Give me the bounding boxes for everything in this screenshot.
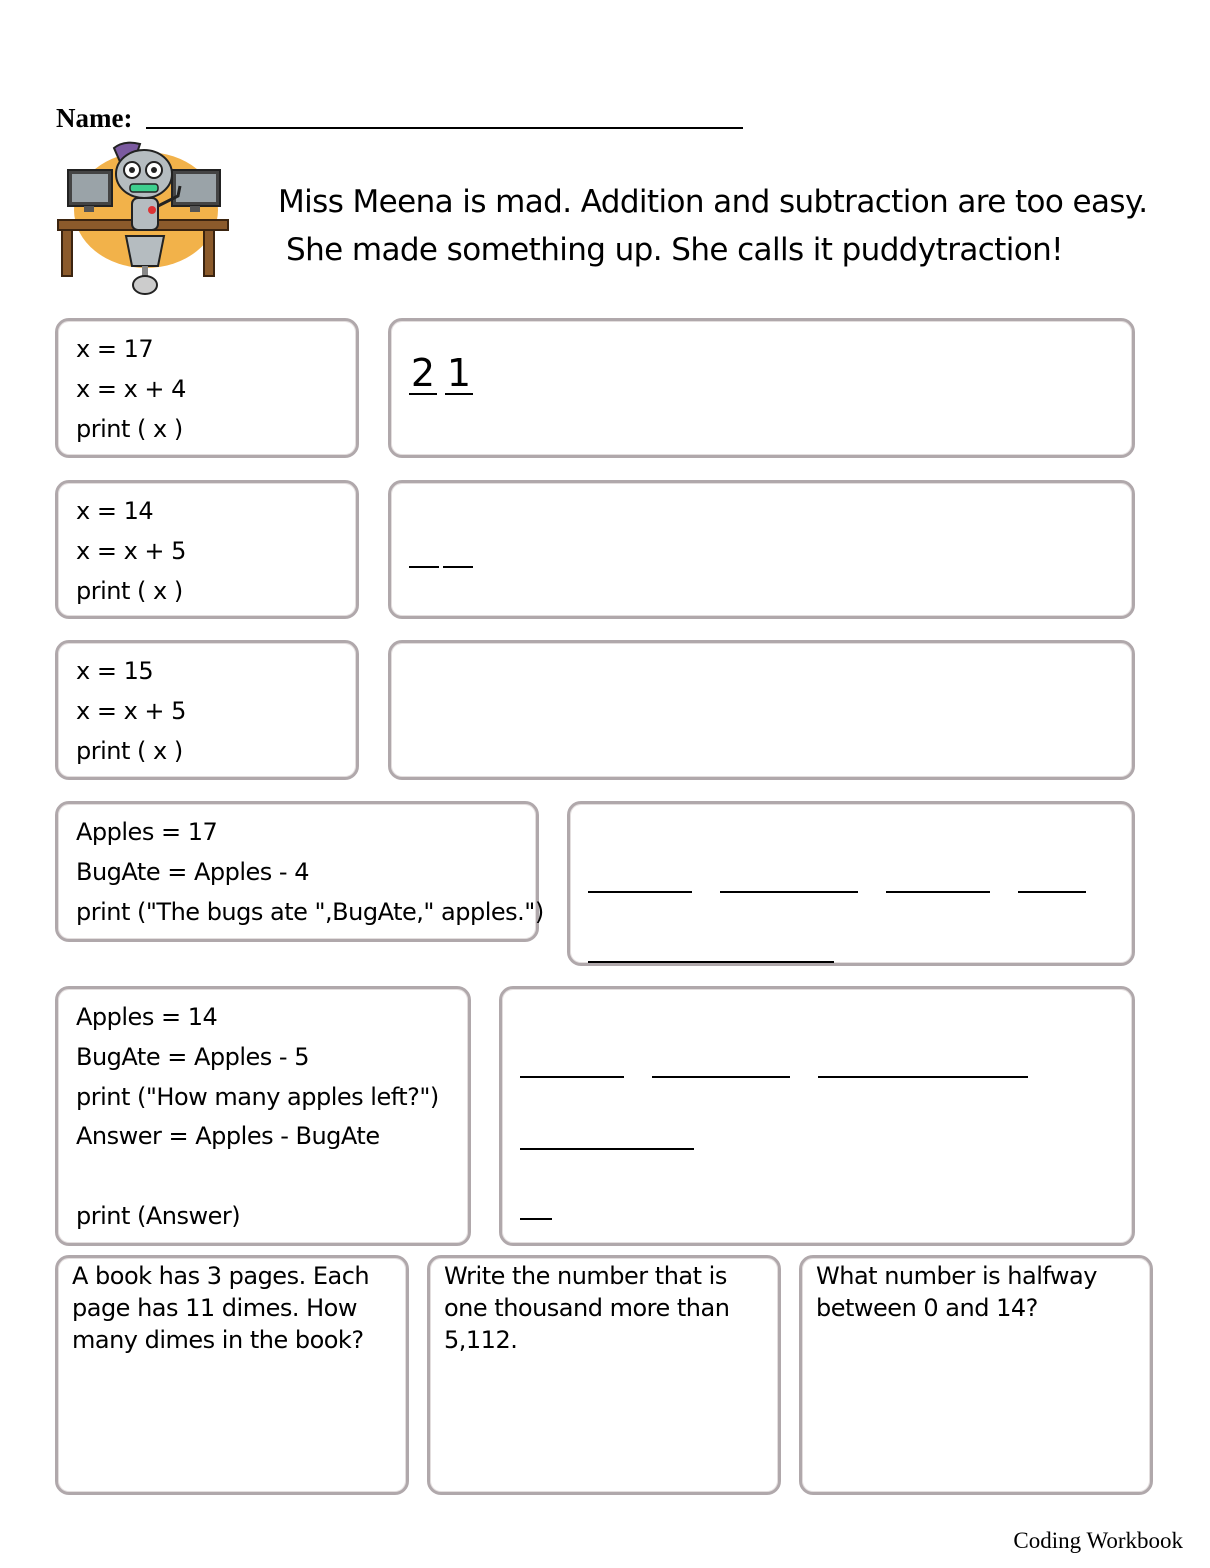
code-line: print ( x ) (76, 737, 183, 765)
question-box-2[interactable] (427, 1255, 781, 1495)
code-line: Apples = 14 (76, 1003, 218, 1031)
answer-box-1[interactable] (388, 318, 1135, 458)
code-line: x = 15 (76, 657, 154, 685)
answer-blanks-row-1[interactable] (588, 874, 1093, 893)
answer-blanks-row-2[interactable] (588, 944, 841, 963)
code-line: print ( x ) (76, 415, 183, 443)
code-box-1 (55, 318, 359, 458)
intro-text (278, 178, 1178, 274)
code-line: BugAte = Apples - 4 (76, 858, 309, 886)
question-text: Write the number that is one thousand more than 5,112. (444, 1262, 730, 1354)
answer-box-4[interactable] (567, 801, 1135, 966)
answer-digit: 1 (446, 351, 472, 395)
code-line: x = x + 5 (76, 537, 186, 565)
question-text: A book has 3 pages. Each page has 11 dimes. How many dimes in the book? (72, 1262, 370, 1354)
name-label: Name: (56, 103, 133, 133)
code-line: print ( x ) (76, 577, 183, 605)
code-line: print ("The bugs ate ",BugAte," apples.") (76, 898, 544, 926)
code-line: Answer = Apples - BugAte (76, 1122, 380, 1150)
code-box-4 (55, 801, 544, 942)
code-line: x = 14 (76, 497, 154, 525)
name-input-line[interactable] (146, 127, 743, 129)
code-line: x = x + 4 (76, 375, 186, 403)
answer-digit: 2 (410, 351, 436, 395)
answer-box-3[interactable] (388, 640, 1135, 780)
code-line: Apples = 17 (76, 818, 218, 846)
answer-box-2[interactable] (388, 480, 1135, 619)
question-box-3[interactable] (799, 1255, 1153, 1495)
code-box-5 (55, 986, 471, 1246)
question-box-1[interactable] (55, 1255, 409, 1495)
intro-line-1: Miss Meena is mad. Addition and subtraction are too easy. (278, 184, 1148, 220)
answer-blanks-row-1[interactable] (520, 1059, 1035, 1078)
question-text: What number is halfway between 0 and 14? (816, 1262, 1097, 1322)
answer-blanks-row-2[interactable] (520, 1131, 701, 1150)
answer-blanks[interactable] (409, 549, 480, 568)
code-line: x = x + 5 (76, 697, 186, 725)
footer-title: Coding Workbook (1013, 1528, 1183, 1553)
code-line: BugAte = Apples - 5 (76, 1043, 309, 1071)
code-box-3 (55, 640, 359, 780)
intro-line-2: She made something up. She calls it puddytraction! (286, 232, 1063, 268)
code-line: print (Answer) (76, 1202, 241, 1230)
code-box-2 (55, 480, 359, 619)
answer-blanks-row-3[interactable] (520, 1201, 559, 1220)
robot-illustration (54, 140, 232, 298)
code-line: print ("How many apples left?") (76, 1083, 439, 1111)
answer-box-5[interactable] (499, 986, 1135, 1246)
code-line: x = 17 (76, 335, 154, 363)
